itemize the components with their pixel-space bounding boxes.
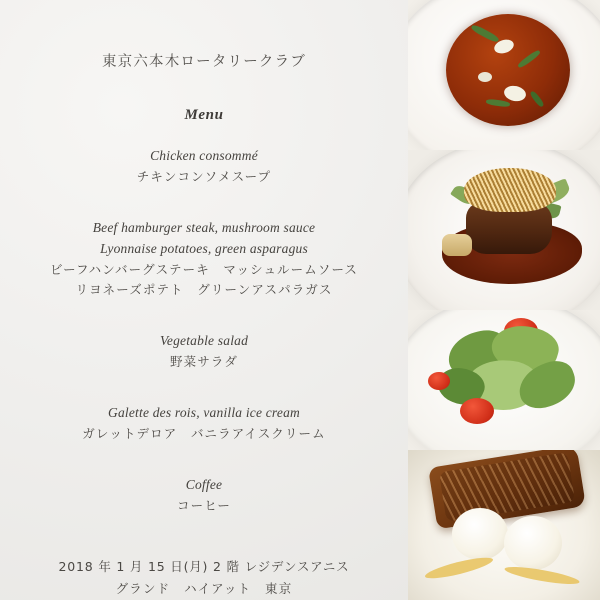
course-item-galette-des-rois [82, 403, 325, 443]
course-item-vegetable-salad [160, 331, 248, 371]
vanilla-ice-cream-scoop [504, 516, 562, 570]
course-item-coffee [177, 475, 231, 515]
course-item-hamburger-steak [50, 218, 358, 299]
club-name: 東京六本木ロータリークラブ [101, 54, 307, 70]
menu-title: Menu [184, 107, 224, 123]
chicken-consomme-soup-photo [408, 0, 600, 150]
course-name-jp: 野菜サラダ [170, 353, 238, 369]
tomato-slice [428, 372, 450, 390]
galette-des-rois-dessert-photo [408, 450, 600, 600]
course-name-jp: コーヒー [177, 498, 231, 514]
course-name-jp: チキンコンソメスープ [136, 168, 272, 184]
vegetable-salad-photo [408, 310, 600, 450]
event-date-venue: 2018 年 1 月 15 日(月) 2 階 レジデンスアニス [58, 558, 350, 574]
event-footer [59, 556, 350, 600]
consomme-broth [446, 14, 570, 126]
course-name-jp: ガレットデロア バニラアイスクリーム [82, 426, 326, 442]
fried-onion-topping [464, 168, 556, 212]
soup-ingredient [478, 72, 492, 82]
event-hotel: グランド ハイアット 東京 [115, 581, 293, 597]
course-name-en: Coffee [185, 477, 223, 493]
course-name-en: Vegetable salad [159, 332, 249, 348]
vanilla-ice-cream-scoop [452, 508, 508, 560]
course-name-jp-2: リヨネーズポテト グリーンアスパラガス [75, 281, 333, 297]
lyonnaise-potato [442, 234, 472, 256]
course-name-jp: ビーフハンバーグステーキ マッシュルームソース [49, 262, 359, 278]
course-name-en: Galette des rois, vanilla ice cream [108, 405, 300, 421]
course-name-en: Chicken consommé [150, 148, 258, 163]
course-item-consomme [137, 146, 271, 186]
tomato-slice [460, 398, 494, 424]
hamburger-steak-photo [408, 150, 600, 310]
course-name-en-2: Lyonnaise potatoes, green asparagus [100, 241, 308, 257]
photo-strip [408, 0, 600, 600]
course-name-en: Beef hamburger steak, mushroom sauce [92, 220, 316, 236]
